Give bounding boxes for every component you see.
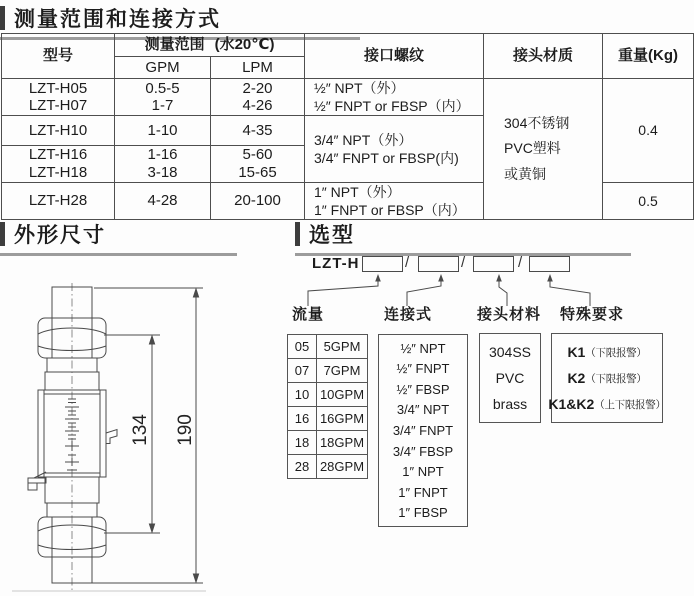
code-separator: / [461,254,466,271]
spec-table [1,33,694,220]
gpm-cell [115,146,211,182]
flowmeter-outline-drawing [10,281,240,596]
title-bar-mark [0,6,5,30]
gpm-value: 3-18 [147,164,178,182]
special-option [548,396,665,412]
special-note: （上下限报警） [594,398,666,411]
col-header-gpm: GPM [115,57,211,79]
thread-cell [305,116,484,182]
section-title-text: 测量范围和连接方式 [14,8,221,31]
connection-option: ½″ FBSP [396,381,450,397]
flow-options-table [287,334,368,479]
dimension-value-134: 134 [130,414,151,446]
material-option: brass [492,396,528,412]
connection-option: 1″ FBSP [398,505,448,521]
gpm-cell [115,182,211,219]
lpm-cell [211,146,305,182]
thread-spec: 1″ NPT（外） [314,183,401,200]
special-options-box [548,333,666,423]
gpm-value: 1-7 [151,97,174,115]
lpm-value: 4-35 [242,122,273,140]
model-cell [2,182,115,219]
gpm-value: 4-28 [147,192,178,210]
flow-label: 16GPM [317,407,368,431]
code-separator: / [405,254,410,271]
flow-label: 5GPM [317,335,368,359]
special-note: （下限报警） [585,346,647,359]
col-header-weight: 重量(Kg) [603,34,694,79]
thread-cell [305,79,484,116]
connection-option: 1″ FNPT [398,484,448,500]
dimension-value-190: 190 [175,414,196,446]
material-option: 304不锈钢 [504,115,570,132]
flow-code: 16 [288,407,317,431]
material-options-box [479,333,541,423]
section-title-text: 选型 [309,224,355,247]
flowmeter-body [28,283,117,593]
model-cell [2,116,115,146]
thread-spec: ½″ FNPT or FBSP（内） [314,98,470,115]
range-header-note: (水20℃) [214,36,275,54]
connection-option: ½″ NPT [400,340,446,356]
connection-option: 1″ NPT [402,464,444,480]
lpm-value: 5-60 [242,146,273,164]
flow-option-row [288,431,368,455]
col-header-range [115,34,305,57]
model-name: LZT-H10 [28,122,88,140]
title-bar-mark [295,222,300,246]
model-name: LZT-H16 [28,146,88,164]
material-option: 304SS [488,344,532,360]
lpm-value: 4-26 [242,97,273,115]
table-row [2,79,694,116]
model-name: LZT-H18 [28,164,88,182]
code-separator: / [518,254,523,271]
material-option: PVC塑料 [504,140,561,157]
label-flow: 流量 [292,306,325,323]
special-code: K2 [567,370,586,386]
gpm-cell [115,116,211,146]
section-title-text: 外形尺寸 [14,224,106,247]
range-header-text: 测量范围 [144,36,205,54]
lpm-value: 15-65 [238,164,277,182]
gpm-value: 0.5-5 [145,79,180,97]
weight-cell: 0.5 [603,182,694,219]
gpm-value: 1-10 [147,122,178,140]
flow-code: 18 [288,431,317,455]
col-header-model: 型号 [2,34,115,79]
special-option [567,370,646,386]
flow-option-row [288,383,368,407]
gpm-value: 1-16 [147,146,178,164]
material-cell [484,79,603,220]
flow-label: 28GPM [317,455,368,479]
connection-option: 3/4″ FNPT [392,422,454,438]
connection-option: 3/4″ FBSP [392,443,454,459]
flow-option-row [288,335,368,359]
gpm-cell [115,79,211,116]
col-header-lpm: LPM [211,57,305,79]
lpm-cell [211,182,305,219]
thread-spec: 3/4″ FNPT or FBSP(内) [314,150,459,167]
material-option: 或黄铜 [504,165,547,182]
thread-spec: 1″ FNPT or FBSP（内） [314,201,466,218]
flow-label: 7GPM [317,359,368,383]
section-title-outline-dimensions [0,219,237,256]
lpm-value: 20-100 [234,192,281,210]
thread-spec: 3/4″ NPT（外） [314,131,413,148]
thread-spec: ½″ NPT（外） [314,80,405,96]
special-note: （下限报警） [585,372,647,385]
model-name: LZT-H07 [28,97,88,115]
col-header-material: 接头材质 [484,34,603,79]
mount-bracket [28,472,46,490]
lpm-cell [211,116,305,146]
flow-code: 05 [288,335,317,359]
flow-code: 10 [288,383,317,407]
connection-option: 3/4″ NPT [396,402,450,418]
flow-label: 18GPM [317,431,368,455]
model-cell [2,146,115,182]
label-material: 接头材料 [477,306,542,323]
flow-option-row [288,407,368,431]
title-bar-mark [0,222,5,246]
model-name: LZT-H28 [28,192,88,210]
special-code: K1 [567,344,586,360]
flow-code: 07 [288,359,317,383]
flow-option-row [288,359,368,383]
model-name: LZT-H05 [28,79,88,97]
arrowheads [375,274,553,282]
col-header-thread: 接口螺纹 [305,34,484,79]
pointer-tab [106,430,117,444]
lpm-value: 2-20 [242,79,273,97]
weight-cell: 0.4 [603,79,694,183]
flow-option-row [288,455,368,479]
thread-cell [305,182,484,219]
flow-label: 10GPM [317,383,368,407]
model-cell [2,79,115,116]
label-special: 特殊要求 [560,306,625,323]
label-connection: 连接式 [384,306,433,323]
material-option: PVC [495,370,525,386]
special-option [567,344,646,360]
connection-options-box [378,334,468,527]
lpm-cell [211,79,305,116]
model-code-prefix: LZT-H [312,255,360,272]
connection-option: ½″ FNPT [396,361,450,377]
special-code: K1&K2 [548,396,595,412]
flow-code: 28 [288,455,317,479]
